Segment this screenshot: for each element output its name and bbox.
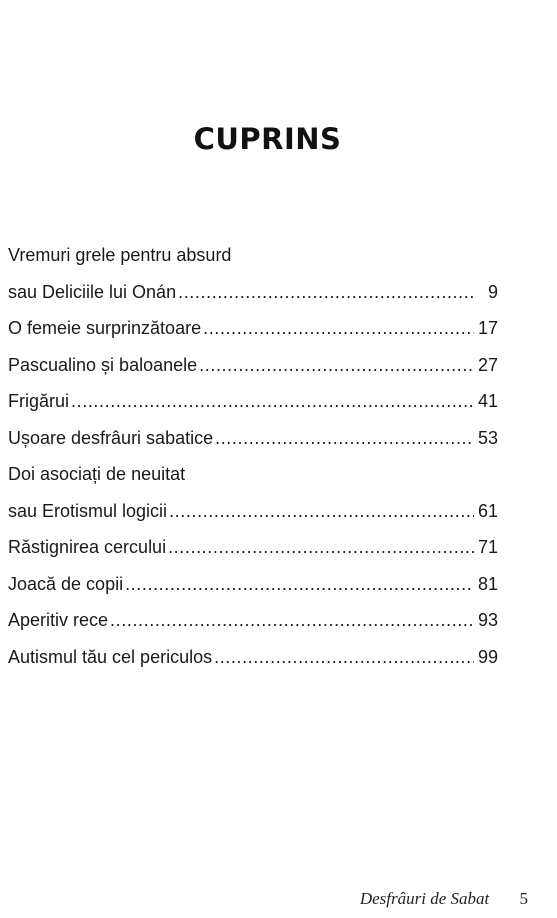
toc-entry-title: Pascualino și baloanele: [8, 354, 198, 375]
toc-entry-page: 99: [477, 646, 498, 667]
toc-entry-page: 61: [477, 500, 498, 521]
running-footer-title: Desfrâuri de Sabat: [359, 889, 490, 908]
toc-entry: [8, 639, 498, 676]
toc-leader-dots: [169, 493, 474, 530]
toc-entry: [8, 566, 498, 603]
toc-entry-title: Răstignirea cercului: [8, 537, 167, 557]
toc-leader-dots: [110, 602, 474, 639]
table-of-contents: [8, 237, 498, 675]
toc-entry: [8, 237, 498, 274]
toc-entry: [8, 347, 498, 384]
page-footer: [360, 889, 528, 909]
toc-entry-title: Ușoare desfrâuri sabatice: [8, 427, 214, 448]
toc-entry-page: 27: [477, 354, 498, 375]
toc-entry-page: 81: [477, 573, 498, 594]
toc-entry-title: Doi asociați de neuitat: [8, 464, 186, 484]
toc-entry: [8, 602, 498, 639]
toc-entry: [8, 274, 498, 311]
toc-leader-dots: [71, 383, 474, 420]
toc-leader-dots: [125, 566, 474, 603]
toc-entry: [8, 529, 498, 566]
toc-leader-dots: [203, 310, 474, 347]
toc-entry-page: 53: [477, 427, 498, 448]
toc-entry-title: Vremuri grele pentru absurd: [8, 245, 232, 265]
toc-entry-title: sau Deliciile lui Onán: [8, 281, 177, 302]
toc-entry-page: 9: [487, 281, 498, 302]
toc-entry: [8, 383, 498, 420]
toc-entry-page: 71: [477, 537, 498, 557]
toc-entry-page: 17: [477, 318, 498, 338]
toc-entry: [8, 493, 498, 530]
toc-entry-page: 41: [477, 391, 498, 411]
toc-entry-title: Autismul tău cel periculos: [8, 646, 213, 667]
toc-entry-title: Frigărui: [8, 391, 70, 411]
toc-leader-dots: [178, 274, 474, 311]
toc-entry-page: 93: [477, 610, 498, 630]
toc-entry: [8, 456, 498, 493]
toc-leader-dots: [199, 347, 474, 384]
toc-entry-title: sau Erotismul logicii: [8, 500, 168, 521]
toc-entry-title: Aperitiv rece: [8, 610, 109, 630]
toc-entry-title: O femeie surprinzătoare: [8, 318, 202, 338]
page-title: CUPRINS: [193, 122, 342, 156]
toc-entry: [8, 420, 498, 457]
toc-leader-dots: [168, 529, 474, 566]
toc-leader-dots: [214, 639, 474, 676]
toc-entry: [8, 310, 498, 347]
page-number: 5: [519, 889, 528, 908]
toc-leader-dots: [215, 420, 474, 457]
toc-entry-title: Joacă de copii: [8, 573, 124, 594]
